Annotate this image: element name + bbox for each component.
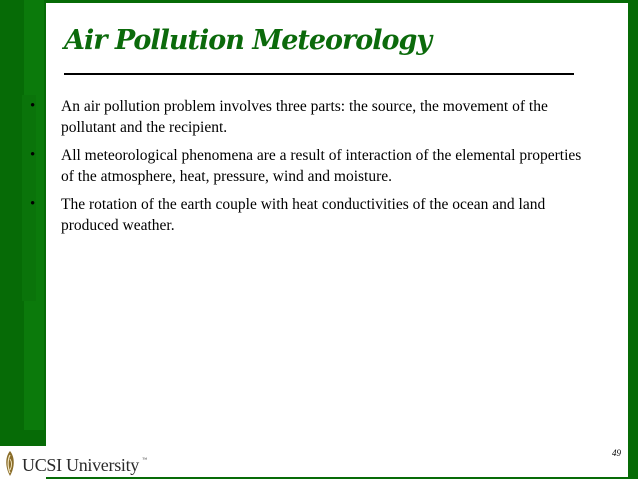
bullet-item — [30, 145, 590, 187]
bullet-text: The rotation of the earth couple with heat conductivities of the ocean and land produced weather. — [61, 196, 546, 234]
ucsi-leaf-logo-icon — [2, 449, 18, 477]
ucsi-logo — [0, 449, 170, 479]
title-underline — [64, 73, 574, 75]
logo-trademark: ™ — [142, 458, 147, 463]
bullet-text: All meteorological phenomena are a result of interaction of the elemental properties of the atmosphere, heat, pressure, wind and moisture. — [61, 147, 582, 185]
bullet-marker: • — [30, 98, 36, 114]
slide-title: Air Pollution Meteorology — [64, 25, 432, 56]
page-number: 49 — [612, 448, 621, 458]
bullet-item — [30, 96, 590, 138]
right-frame-bar — [628, 0, 638, 479]
bullet-item — [30, 194, 590, 236]
bullet-marker: • — [30, 147, 36, 163]
bullet-text: An air pollution problem involves three parts: the source, the movement of the pollutant and the recipient. — [61, 98, 548, 136]
logo-text: UCSI University — [22, 455, 140, 475]
bullet-list — [30, 96, 590, 243]
bullet-marker: • — [30, 196, 36, 212]
